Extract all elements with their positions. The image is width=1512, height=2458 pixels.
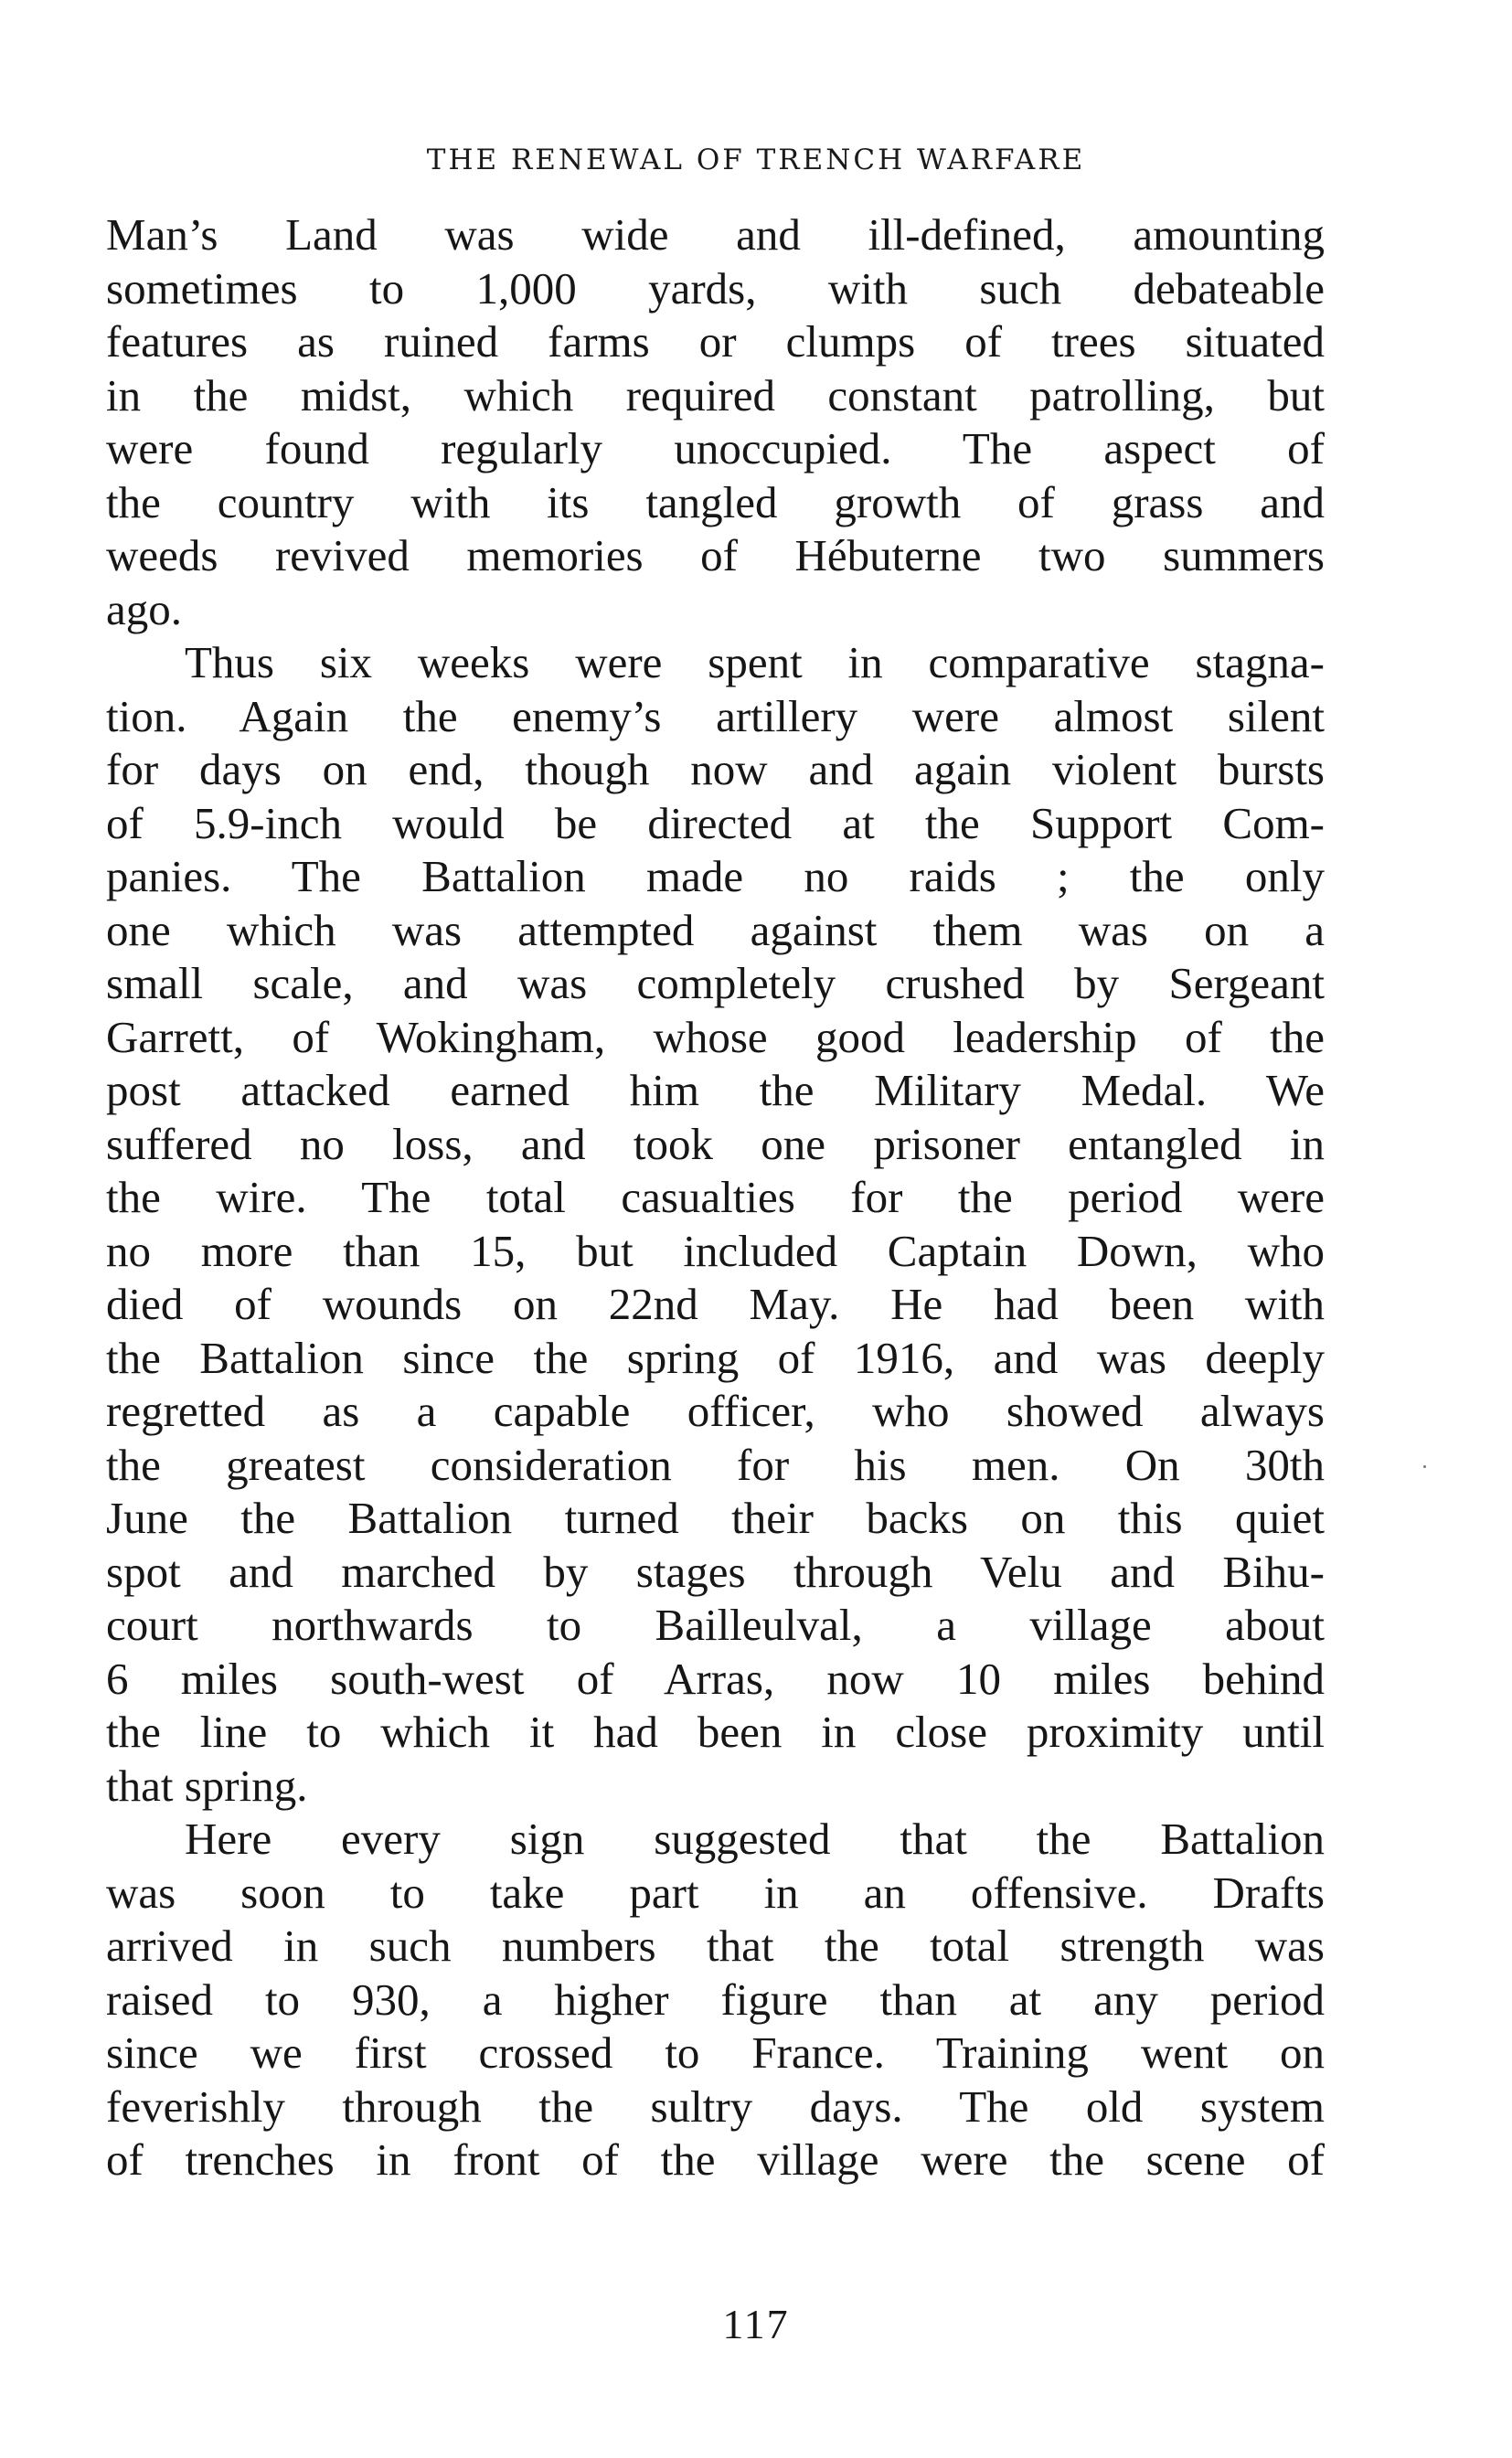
- text-line: were found regularly unoccupied. The aspect of: [106, 423, 1325, 474]
- text-line: weeds revived memories of Hébuterne two summers: [106, 530, 1325, 580]
- text-line: the greatest consideration for his men. On 30th: [106, 1439, 1325, 1490]
- text-line: suffered no loss, and took one prisoner entangled in: [106, 1118, 1325, 1169]
- text-line: arrived in such numbers that the total strength was: [106, 1921, 1325, 1971]
- text-line: post attacked earned him the Military Medal. We: [106, 1065, 1325, 1115]
- text-line: in the midst, which required constant patrolling, but: [106, 369, 1325, 420]
- text-line: small scale, and was completely crushed by Sergeant: [106, 958, 1325, 1008]
- text-line: Man’s Land was wide and ill-defined, amounting: [106, 209, 1325, 260]
- text-line: no more than 15, but included Captain Down, who: [106, 1225, 1325, 1276]
- paragraph-1: [106, 208, 1325, 636]
- page-number: 117: [722, 2301, 790, 2347]
- paragraph-3: [106, 1813, 1325, 2187]
- paragraph-2: [106, 636, 1325, 1813]
- text-line: sometimes to 1,000 yards, with such debateable: [106, 262, 1325, 314]
- text-line: ago.: [106, 583, 182, 634]
- text-line: feverishly through the sultry days. The old system: [106, 2080, 1325, 2132]
- text-line: of 5.9-inch would be directed at the Support Com-: [106, 797, 1325, 848]
- text-line: court northwards to Bailleulval, a village about: [106, 1600, 1325, 1650]
- text-line: spot and marched by stages through Velu and Bihu-: [106, 1546, 1325, 1597]
- text-line: the Battalion since the spring of 1916, and was deeply: [106, 1332, 1325, 1383]
- text-line: for days on end, though now and again violent bursts: [106, 744, 1325, 794]
- running-head: THE RENEWAL OF TRENCH WARFARE: [426, 144, 1086, 176]
- text-line: one which was attempted against them was on a: [106, 904, 1325, 955]
- paper-speck: [1423, 1465, 1426, 1468]
- text-line: June the Battalion turned their backs on this quiet: [106, 1493, 1325, 1543]
- text-line: the wire. The total casualties for the period were: [106, 1172, 1325, 1222]
- text-line: tion. Again the enemy’s artillery were almost silent: [106, 690, 1325, 741]
- text-line: that spring.: [106, 1760, 308, 1811]
- text-line: regretted as a capable officer, who showed always: [106, 1386, 1325, 1436]
- text-line: panies. The Battalion made no raids ; the only: [106, 851, 1325, 901]
- text-line: Garrett, of Wokingham, whose good leadership of the: [106, 1011, 1325, 1062]
- text-line: Thus six weeks were spent in comparative stagna-: [185, 637, 1325, 687]
- text-line: the line to which it had been in close proximity until: [106, 1707, 1325, 1757]
- text-line: raised to 930, a higher figure than at any period: [106, 1974, 1325, 2025]
- text-line: features as ruined farms or clumps of trees situated: [106, 316, 1325, 367]
- text-line: 6 miles south-west of Arras, now 10 miles behind: [106, 1653, 1325, 1704]
- text-line: since we first crossed to France. Training went on: [106, 2027, 1325, 2078]
- page-body: [106, 208, 1325, 2187]
- text-line: died of wounds on 22nd May. He had been with: [106, 1279, 1325, 1329]
- text-line: the country with its tangled growth of grass and: [106, 476, 1325, 527]
- text-line: of trenches in front of the village were the scene of: [106, 2134, 1325, 2185]
- text-line: was soon to take part in an offensive. Drafts: [106, 1867, 1325, 1918]
- text-line: Here every sign suggested that the Battalion: [185, 1814, 1325, 1864]
